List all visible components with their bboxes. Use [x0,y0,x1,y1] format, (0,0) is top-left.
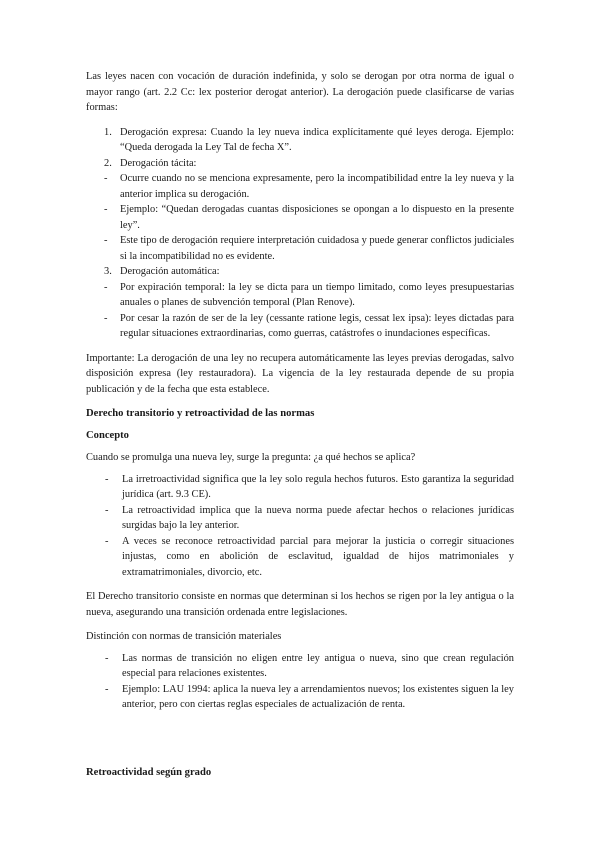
list-item [86,472,514,503]
dash-bullet: - [104,204,108,215]
dash-bullet: - [104,312,108,324]
list-number: 1. [104,126,112,138]
concept-list [86,472,514,581]
distinction-list [86,651,514,713]
important-paragraph: Importante: La derogación de una ley no recupera automáticamente las leyes previas derogadas, salvo disposición expresa (ley restauradora). La vigencia de la ley restaurada depende de su propia publicación y de la fecha que esta establece. [86,352,514,395]
list-item-text: Las normas de transición no eligen entre ley antigua o nueva, sino que crean regulación especial para relaciones existentes. [122,652,514,679]
list-item-text: Por expiración temporal: la ley se dicta para un tiempo limitado, como leyes presupuestarias anuales o planes de subvención temporal (Plan Renove). [120,281,514,308]
list-item-derogacion-tacita [86,156,514,172]
list-item-text: La retroactividad implica que la nueva norma puede afectar hechos o relaciones jurídicas surgidas bajo la ley anterior. [122,504,514,531]
list-item [86,503,514,534]
list-item [86,311,514,342]
transitorio-definition: El Derecho transitorio consiste en normas que determinan si los hechos se rigen por la ley antigua o la nueva, asegurando una transición ordenada entre legislaciones. [86,591,514,618]
list-item [86,202,514,233]
dash-bullet: - [105,652,109,664]
list-item-text: Derogación tácita: [120,157,197,169]
dash-bullet: - [105,473,109,485]
list-item [86,682,514,713]
dash-bullet: - [105,504,109,516]
dash-bullet: - [104,235,108,246]
derogation-list [86,125,514,342]
distinction-paragraph: Distinción con normas de transición materiales [86,631,282,642]
list-item-text: Ejemplo: “Quedan derogadas cuantas disposiciones se opongan a lo dispuesto en la presente ley”. [120,204,514,231]
intro-paragraph: Las leyes nacen con vocación de duración indefinida, y solo se derogan por otra norma de igual o mayor rango (art. 2.2 Cc: lex posterior derogat anterior). La derogación puede clasificarse de varias formas: [86,71,514,113]
section-heading-grado: Retroactividad según grado [86,766,212,778]
list-item-text: Derogación automática: [120,266,220,277]
list-item [86,280,514,311]
dash-bullet: - [105,535,109,547]
blank-space [86,722,514,765]
list-item [86,171,514,202]
list-item-text: Ocurre cuando no se menciona expresamente, pero la incompatibilidad entre la ley nueva y la anterior implica su derogación. [120,173,514,200]
list-item-text: A veces se reconoce retroactividad parcial para mejorar la justicia o corregir situaciones injustas, como en abolición de esclavitud, igualdad de hijos matrimoniales y extramatrimoniales, divorcio, etc. [122,535,514,578]
question-paragraph: Cuando se promulga una nueva ley, surge la pregunta: ¿a qué hechos se aplica? [86,452,416,463]
list-number: 2. [104,157,112,169]
list-item-derogacion-automatica [86,264,514,280]
list-item-text: Por cesar la razón de ser de la ley (cessante ratione legis, cessat lex ipsa): leyes dictadas para regular situaciones extraordinarias, como guerras, catástrofes o inundaciones específicas. [120,312,514,339]
list-item-text: Este tipo de derogación requiere interpretación cuidadosa y puede generar conflictos judiciales si la incompatibilidad no es evidente. [120,235,514,262]
subsection-heading-concepto: Concepto [86,430,129,441]
dash-bullet: - [105,683,109,695]
list-item [86,651,514,682]
list-number: 3. [104,266,112,277]
list-item [86,233,514,264]
list-item [86,534,514,581]
list-item-text: La irretroactividad significa que la ley solo regula hechos futuros. Esto garantiza la seguridad jurídica (art. 9.3 CE). [122,473,514,500]
dash-bullet: - [104,281,108,293]
list-item-derogacion-expresa [86,125,514,156]
list-item-text: Ejemplo: LAU 1994: aplica la nueva ley a arrendamientos nuevos; los existentes siguen la ley anterior, pero con ciertas reglas especiales de actualización de renta. [122,683,514,710]
list-item-text: Derogación expresa: Cuando la ley nueva indica explícitamente qué leyes deroga. Ejemplo: “Queda derogada la Ley Tal de fecha X”. [120,126,514,153]
dash-bullet: - [104,173,108,184]
section-heading-transitorio: Derecho transitorio y retroactividad de las normas [86,408,315,419]
document-body [86,69,514,787]
